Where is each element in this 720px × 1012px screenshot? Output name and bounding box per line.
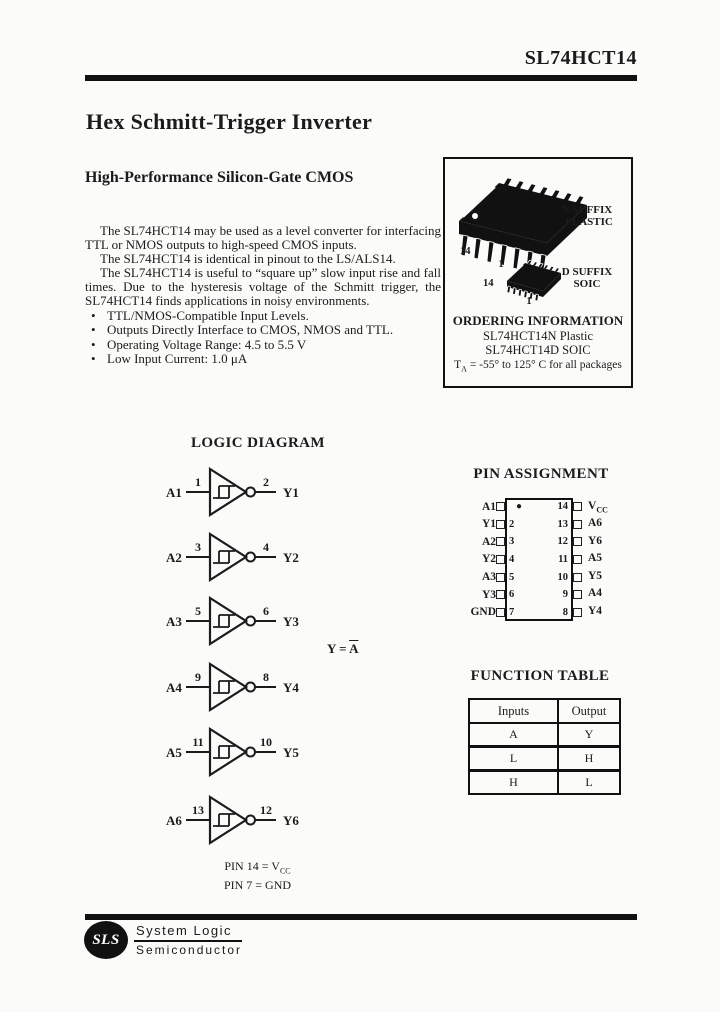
description-paragraph: The SL74HCT14 is useful to “square up” slow input rise and fall times. Due to the hysteresis voltage of the Schmitt trigger, the SL74HCT14 finds applications in noisy environments.: [85, 265, 441, 308]
pin-right-stub: [573, 608, 582, 617]
gate-output-label: Y2: [283, 550, 299, 565]
dip-pin-row: [450, 498, 650, 516]
pin-right-label: Y6: [588, 534, 603, 547]
pin-right-stub: [573, 590, 582, 599]
soic-pin1-label: 1: [526, 296, 532, 307]
pin-left-label: A3: [481, 571, 496, 584]
gate-output-label: Y6: [283, 813, 299, 828]
pin-left-number: 5: [509, 571, 515, 583]
pin-note-vcc: PIN $14 = V_{CC}$: [224, 859, 291, 876]
gate-input-label: A2: [166, 550, 182, 565]
pin-left-number: ●: [516, 501, 523, 513]
gate-output-label: Y3: [283, 614, 299, 629]
dip-pinout-diagram: [450, 495, 650, 630]
description-paragraphs: [85, 224, 441, 308]
gate-output-pin: 8: [263, 670, 269, 684]
gate-output-pin: 2: [263, 475, 269, 489]
pin-right-label: A4: [588, 587, 603, 600]
gate-input-pin: 9: [195, 670, 201, 684]
inverter-triangle: [210, 664, 246, 710]
pin-left-label: GND: [470, 606, 496, 619]
pin-right-stub: [573, 520, 582, 529]
pin-left-number: 6: [509, 589, 515, 601]
gate-input-pin: 13: [192, 803, 204, 817]
pin-left-label: Y2: [481, 553, 496, 566]
gate-input-pin: 1: [195, 475, 201, 489]
ordering-information-box: [443, 157, 633, 388]
pin-left-label: Y3: [481, 588, 496, 601]
function-table-header-row: [469, 699, 620, 723]
pin-left-stub: [496, 537, 505, 546]
dip-pin-row: [450, 568, 650, 586]
function-table-header-cell: Inputs: [469, 699, 558, 723]
header-rule: [85, 75, 637, 81]
ordering-line: SL74HCT14D SOIC: [485, 343, 591, 357]
pin-right-label: Y5: [588, 569, 603, 582]
page-subtitle: High-Performance Silicon-Gate CMOS: [85, 169, 354, 186]
hysteresis-symbol-icon: [213, 615, 235, 627]
pin-right-number: 8: [562, 606, 568, 618]
gate-input-label: A4: [166, 680, 182, 695]
company-name: System Logic: [134, 923, 242, 942]
function-table-cell-input: H: [469, 771, 558, 795]
gate-output-label: Y1: [283, 485, 299, 500]
pin-left-stub: [496, 573, 505, 582]
hysteresis-symbol-icon: [213, 681, 235, 693]
pin-left-stub: [496, 590, 505, 599]
hysteresis-symbol-icon: [213, 551, 235, 563]
ordering-lines: [445, 329, 631, 358]
gate-input-pin: 3: [195, 540, 201, 554]
function-table-header-cell: Output: [558, 699, 620, 723]
ordering-heading: ORDERING INFORMATION: [452, 313, 624, 328]
pin-right-number: 13: [557, 518, 568, 530]
hysteresis-symbol-icon: [213, 814, 235, 826]
function-table: [468, 698, 621, 795]
description-section: [85, 224, 441, 367]
pin-right-number: 12: [557, 536, 568, 548]
function-table-cell-output: H: [558, 747, 620, 771]
function-table-row: [469, 771, 620, 795]
package-drawings: [445, 159, 631, 311]
pin-left-number: 3: [509, 536, 515, 548]
gate-input-label: A6: [166, 813, 182, 828]
inverter-triangle: [210, 729, 246, 775]
gate-equation: $Y = \overline{A}$: [327, 641, 359, 656]
gate-output-pin: 10: [260, 735, 272, 749]
pin-right-stub: [573, 537, 582, 546]
footer-company: [134, 922, 242, 957]
logic-diagram-heading: LOGIC DIAGRAM: [191, 435, 325, 451]
pin-right-label: A6: [588, 517, 603, 530]
inverter-gate: [162, 528, 342, 586]
dip-pin-rows: [450, 498, 650, 621]
ordering-text: [445, 314, 631, 376]
soic-package-drawing: [483, 260, 561, 307]
gate-output-label: Y5: [283, 745, 299, 760]
hysteresis-symbol-icon: [213, 746, 235, 758]
dip-pin-row: [450, 551, 650, 569]
pin-right-number: 10: [557, 571, 568, 583]
pin-assignment-heading: PIN ASSIGNMENT: [473, 466, 609, 482]
dip-pin-row: [450, 533, 650, 551]
inverter-triangle: [210, 534, 246, 580]
pin-left-number: 7: [509, 606, 515, 618]
feature-list: [85, 309, 441, 367]
inverter-gate: [162, 723, 342, 781]
pin-right-number: 11: [558, 553, 568, 565]
gate-output-label: Y4: [283, 680, 299, 695]
company-division: Semiconductor: [136, 943, 243, 957]
gate-input-pin: 11: [192, 735, 204, 749]
inverter-triangle: [210, 469, 246, 515]
function-table-cell-output: L: [558, 771, 620, 795]
inverter-gate: [162, 463, 342, 521]
pin-right-label: A5: [588, 552, 603, 565]
inverter-gate: [162, 791, 342, 849]
pin-left-stub: [496, 520, 505, 529]
pin-left-stub: [496, 555, 505, 564]
inverter-triangle: [210, 598, 246, 644]
pin-right-stub: [573, 573, 582, 582]
ordering-line: SL74HCT14N Plastic: [482, 328, 594, 343]
footer-rule: [85, 914, 637, 920]
pin-left-number: 2: [509, 518, 515, 530]
dip-pin-row: [450, 603, 650, 621]
feature-item: • Outputs Directly Interface to CMOS, NMOS and TTL.: [85, 323, 441, 337]
pin-right-number: 14: [557, 501, 568, 513]
gate-input-pin: 5: [195, 604, 201, 618]
inverter-gate: [162, 592, 342, 650]
sls-logo: SLS: [84, 921, 128, 959]
function-table-row: [469, 723, 620, 747]
pin-left-stub: [496, 608, 505, 617]
pin-right-label: Y4: [588, 605, 603, 617]
gate-output-pin: 6: [263, 604, 269, 618]
pin-left-number: 4: [509, 553, 515, 565]
function-table-row: [469, 747, 620, 771]
pin-note-gnd: PIN 7 = GND: [223, 878, 292, 893]
dip-package-type-label: PLASTIC: [565, 216, 613, 228]
pin-left-label: A1: [481, 500, 496, 513]
gate-input-label: A1: [166, 485, 182, 500]
pin-left-stub: [496, 502, 505, 511]
description-paragraph: The SL74HCT14 may be used as a level converter for interfacing TTL or NMOS outputs to high-speed CMOS inputs.: [85, 223, 441, 252]
gate-input-label: A5: [166, 745, 182, 760]
function-table-cell-input: L: [469, 747, 558, 771]
pin-left-label: A2: [481, 535, 496, 548]
feature-item: • TTL/NMOS-Compatible Input Levels.: [85, 309, 441, 323]
pin-left-label: Y1: [481, 518, 496, 531]
dip-pin1-label: 1: [498, 259, 504, 270]
pin-notes: [190, 859, 325, 893]
function-table-cell-output: Y: [558, 723, 620, 747]
temperature-note: $T_A = -55^\circ$ to 125° C for all packages: [454, 358, 622, 373]
inverter-triangle: [210, 797, 246, 843]
function-table-heading: FUNCTION TABLE: [470, 668, 610, 684]
part-number: SL74HCT14: [524, 47, 637, 69]
function-table-body: [469, 723, 620, 794]
hysteresis-symbol-icon: [213, 486, 235, 498]
pin-right-label: $V_{CC}$: [588, 499, 608, 514]
soic-suffix-label: D SUFFIX: [561, 266, 613, 278]
dip-pin-row: [450, 586, 650, 604]
dip-pin-row: [450, 516, 650, 534]
pin-right-number: 9: [562, 589, 568, 601]
pin-right-stub: [573, 502, 582, 511]
feature-item: • Low Input Current: 1.0 μA: [85, 352, 441, 366]
dip-suffix-label: N SUFFIX: [561, 204, 613, 216]
gate-output-pin: 12: [260, 803, 272, 817]
page-title: Hex Schmitt-Trigger Inverter: [86, 109, 373, 134]
dip-pin14-label: 14: [460, 246, 471, 257]
description-paragraph: The SL74HCT14 is identical in pinout to the LS/ALS14.: [100, 251, 396, 266]
gate-input-label: A3: [166, 614, 182, 629]
gate-output-pin: 4: [263, 540, 269, 554]
function-table-cell-input: A: [469, 723, 558, 747]
pin-right-stub: [573, 555, 582, 564]
inverter-gate: [162, 658, 342, 716]
feature-item: • Operating Voltage Range: 4.5 to 5.5 V: [85, 338, 441, 352]
soic-package-type-label: SOIC: [573, 278, 601, 290]
soic-pin14-label: 14: [483, 278, 494, 289]
